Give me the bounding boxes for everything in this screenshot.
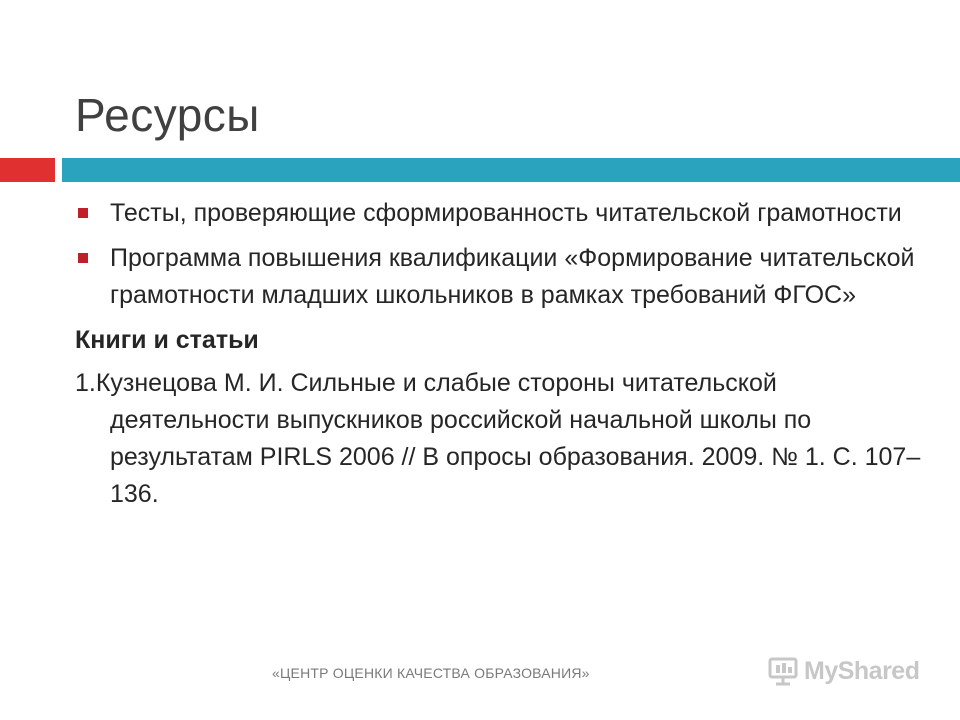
section-heading: Книги и статьи: [75, 326, 259, 354]
watermark: [768, 656, 919, 686]
list-item: [75, 195, 925, 232]
accent-bar-teal: [62, 158, 960, 182]
list-item: [75, 240, 925, 314]
bullet-text: Тесты, проверяющие сформированность читательской грамотности: [110, 199, 902, 227]
watermark-text: MyShared: [804, 656, 920, 685]
slide-content: [75, 195, 925, 513]
footer-text: «ЦЕНТР ОЦЕНКИ КАЧЕСТВА ОБРАЗОВАНИЯ»: [272, 665, 590, 681]
bullet-text: Программа повышения квалификации «Формирование читательской грамотности младших школьников в рамках требований ФГОС»: [110, 244, 915, 309]
bullet-list: [75, 195, 925, 314]
square-bullet-icon: [78, 208, 88, 218]
presentation-screen-icon: [768, 656, 798, 686]
accent-bar-red: [0, 158, 55, 182]
reference-item: 1.Кузнецова М. И. Сильные и слабые стороны читательской деятельности выпускников российской начальной школы по результатам PIRLS 2006 // В опросы образования. 2009. № 1. С. 107–136.: [75, 369, 921, 508]
slide-title: Ресурсы: [75, 89, 260, 141]
square-bullet-icon: [78, 253, 88, 263]
